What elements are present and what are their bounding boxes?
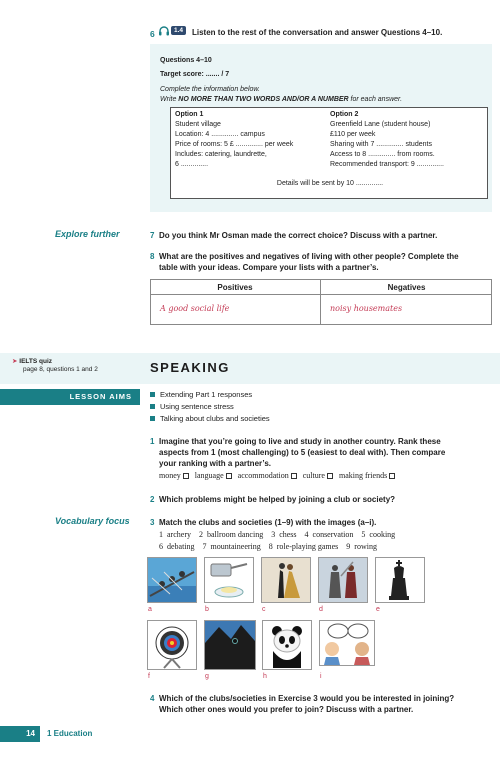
question-number: 1 [150, 437, 155, 446]
image-mountaineering[interactable] [204, 620, 256, 670]
complete-instruction: Complete the information below. [160, 86, 260, 93]
image-letter: f [148, 673, 150, 680]
bullet-square-icon [150, 392, 155, 397]
bullet-square-icon [150, 404, 155, 409]
unit-title: 1 Education [47, 729, 93, 738]
ranking-checkbox[interactable] [327, 473, 333, 479]
option2-line: Access to 8 .............. from rooms. [330, 151, 435, 158]
ranking-checkbox[interactable] [291, 473, 297, 479]
panda-icon [263, 621, 311, 669]
clubs-list: 6 debating 7 mountaineering 8 role-playing games 9 rowing [159, 542, 377, 551]
bullet-square-icon [150, 416, 155, 421]
vocabulary-focus-label: Vocabulary focus [55, 516, 130, 526]
question-number: 6 [150, 29, 155, 39]
question-3-text: Match the clubs and societies (1–9) with the images (a–i). [159, 518, 377, 527]
option1-line: Location: 4 .............. campus [175, 131, 265, 138]
table-divider [150, 294, 492, 295]
clubs-list: 1 archery 2 ballroom dancing 3 chess 4 conservation 5 cooking [159, 530, 396, 539]
image-letter: c [262, 606, 266, 613]
debate-icon [320, 621, 374, 665]
question-1-text: Imagine that you’re going to live and study in another country. Rank these [159, 437, 441, 446]
ranking-checkbox[interactable] [226, 473, 232, 479]
question-4-text: Which of the clubs/societies in Exercise 3 would you be interested in joining? [159, 694, 455, 703]
cooking-icon [205, 558, 253, 602]
image-letter: g [205, 673, 209, 680]
question-1-text: your ranking with a partner’s. [159, 459, 272, 468]
option2-line: Recommended transport: 9 .............. [330, 161, 444, 168]
table-cell-negative[interactable]: noisy housemates [330, 304, 403, 313]
lesson-aim: Extending Part 1 responses [150, 390, 252, 399]
option1-line: 6 .............. [175, 161, 209, 168]
question-number: 3 [150, 518, 155, 527]
listening-instruction: Listen to the rest of the conversation and answer Questions 4–10. [192, 28, 443, 37]
question-number: 7 [150, 231, 155, 240]
archery-icon [148, 621, 196, 669]
image-archery[interactable] [147, 620, 197, 670]
question-8-text: What are the positives and negatives of living with other people? Complete the [159, 252, 459, 261]
image-role-playing[interactable] [318, 557, 368, 603]
explore-further-label: Explore further [55, 229, 120, 239]
image-ballroom-dancing[interactable] [261, 557, 311, 603]
image-letter: a [148, 606, 152, 613]
image-conservation[interactable] [262, 620, 312, 670]
dancing-icon [262, 558, 310, 602]
audio-track-badge[interactable]: 1.4 [171, 26, 186, 35]
question-7-text: Do you think Mr Osman made the correct choice? Discuss with a partner. [159, 231, 438, 240]
question-1-text: aspects from 1 (most challenging) to 5 (easiest to deal with). Then compare [159, 448, 446, 457]
ielts-quiz-link[interactable]: ➤ IELTS quiz page 8, questions 1 and 2 [12, 358, 98, 373]
option2-line: £110 per week [330, 131, 376, 138]
role-play-icon [319, 558, 367, 602]
image-letter: d [319, 606, 323, 613]
chess-icon [376, 558, 424, 602]
image-letter: b [205, 606, 209, 613]
ranking-checkbox[interactable] [389, 473, 395, 479]
image-letter: h [263, 673, 267, 680]
question-number: 8 [150, 252, 155, 261]
questions-range: Questions 4–10 [160, 57, 212, 64]
rowing-icon [148, 558, 196, 602]
target-score: Target score: ....... / 7 [160, 71, 230, 78]
table-header-negatives: Negatives [387, 283, 426, 292]
question-number: 4 [150, 694, 155, 703]
option1-line: Includes: catering, laundrette, [175, 151, 267, 158]
option1-line: Student village [175, 121, 221, 128]
image-cooking[interactable] [204, 557, 254, 603]
image-letter: e [376, 606, 380, 613]
option1-title: Option 1 [175, 111, 204, 118]
lesson-aims-label: LESSON AIMS [0, 389, 140, 405]
headphones-icon [158, 25, 170, 36]
image-letter: i [320, 673, 322, 680]
lesson-aim: Talking about clubs and societies [150, 414, 270, 423]
question-number: 2 [150, 495, 155, 504]
ranking-options: money language accommodation culture making friends [159, 471, 395, 480]
arrow-right-icon: ➤ [12, 358, 18, 365]
lesson-aim: Using sentence stress [150, 402, 234, 411]
page-number: 14 [0, 726, 40, 742]
image-debating[interactable] [319, 620, 375, 666]
option2-line: Sharing with 7 .............. students [330, 141, 432, 148]
image-rowing[interactable] [147, 557, 197, 603]
table-cell-positive[interactable]: A good social life [160, 304, 230, 313]
option2-line: Greenfield Lane (student house) [330, 121, 431, 128]
question-4-text: Which other ones would you prefer to join? Discuss with a partner. [159, 705, 414, 714]
climbing-icon [205, 621, 255, 669]
image-chess[interactable] [375, 557, 425, 603]
option2-title: Option 2 [330, 111, 359, 118]
question-8-text: table with your ideas. Compare your lists with a partner’s. [159, 263, 379, 272]
word-limit-instruction: Write NO MORE THAN TWO WORDS AND/OR A NUMBER for each answer. [160, 96, 403, 103]
section-heading: SPEAKING [150, 360, 230, 375]
details-line: Details will be sent by 10 .............. [276, 180, 384, 187]
option1-line: Price of rooms: 5 £ .............. per week [175, 141, 294, 148]
question-2-text: Which problems might be helped by joining a club or society? [159, 495, 396, 504]
ranking-checkbox[interactable] [183, 473, 189, 479]
table-header-positives: Positives [217, 283, 253, 292]
